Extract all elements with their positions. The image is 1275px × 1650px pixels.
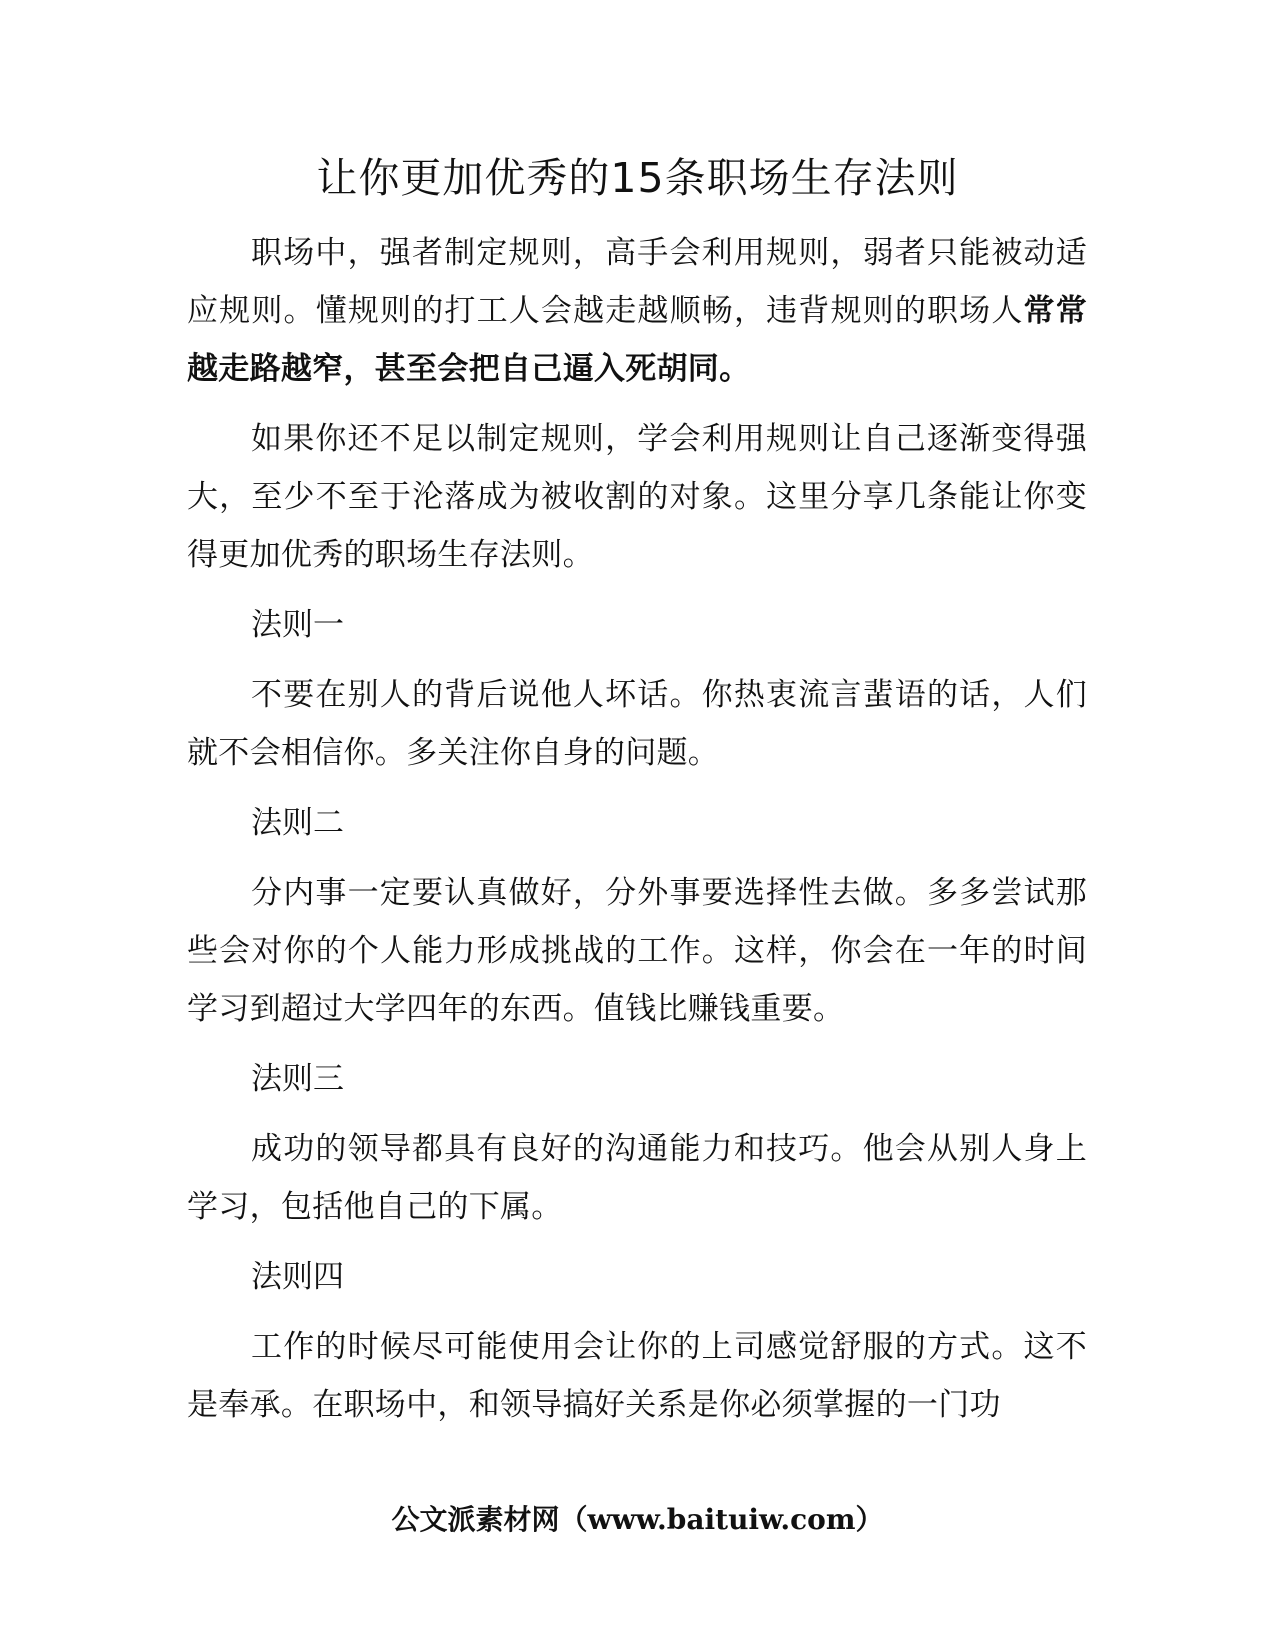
rule-heading-2: 法则二 xyxy=(251,805,344,841)
intro-paragraph-1-bold-text: 常常越走路越窄，甚至会把自己逼入死胡同。 xyxy=(187,293,1088,387)
rule-heading-1: 法则一 xyxy=(251,607,344,643)
rule-heading-4: 法则四 xyxy=(251,1259,344,1295)
intro-paragraph-1 xyxy=(187,224,1087,398)
rule-text-2: 分内事一定要认真做好，分外事要选择性去做。多多尝试那些会对你的个人能力形成挑战的工作。这样，你会在一年的时间学习到超过大学四年的东西。值钱比赚钱重要。 xyxy=(187,875,1087,1027)
rule-text-1: 不要在别人的背后说他人坏话。你热衷流言蜚语的话，人们就不会相信你。多关注你自身的问题。 xyxy=(187,677,1087,771)
document-title: 让你更加优秀的15条职场生存法则 xyxy=(316,154,959,202)
rule-text-3: 成功的领导都具有良好的沟通能力和技巧。他会从别人身上学习，包括他自己的下属。 xyxy=(187,1131,1087,1225)
rule-text-4: 工作的时候尽可能使用会让你的上司感觉舒服的方式。这不是奉承。在职场中，和领导搞好关系是你必须掌握的一门功 xyxy=(187,1329,1087,1423)
footer-watermark: 公文派素材网（www.baituiw.com） xyxy=(391,1503,884,1536)
document-body xyxy=(187,224,1087,1446)
intro-paragraph-1-text: 职场中，强者制定规则，高手会利用规则，弱者只能被动适应规则。懂规则的打工人会越走越顺畅，违背规则的职场人 xyxy=(187,235,1087,329)
rule-heading-3: 法则三 xyxy=(251,1061,344,1097)
intro-paragraph-2: 如果你还不足以制定规则，学会利用规则让自己逐渐变得强大，至少不至于沦落成为被收割的对象。这里分享几条能让你变得更加优秀的职场生存法则。 xyxy=(187,421,1087,573)
